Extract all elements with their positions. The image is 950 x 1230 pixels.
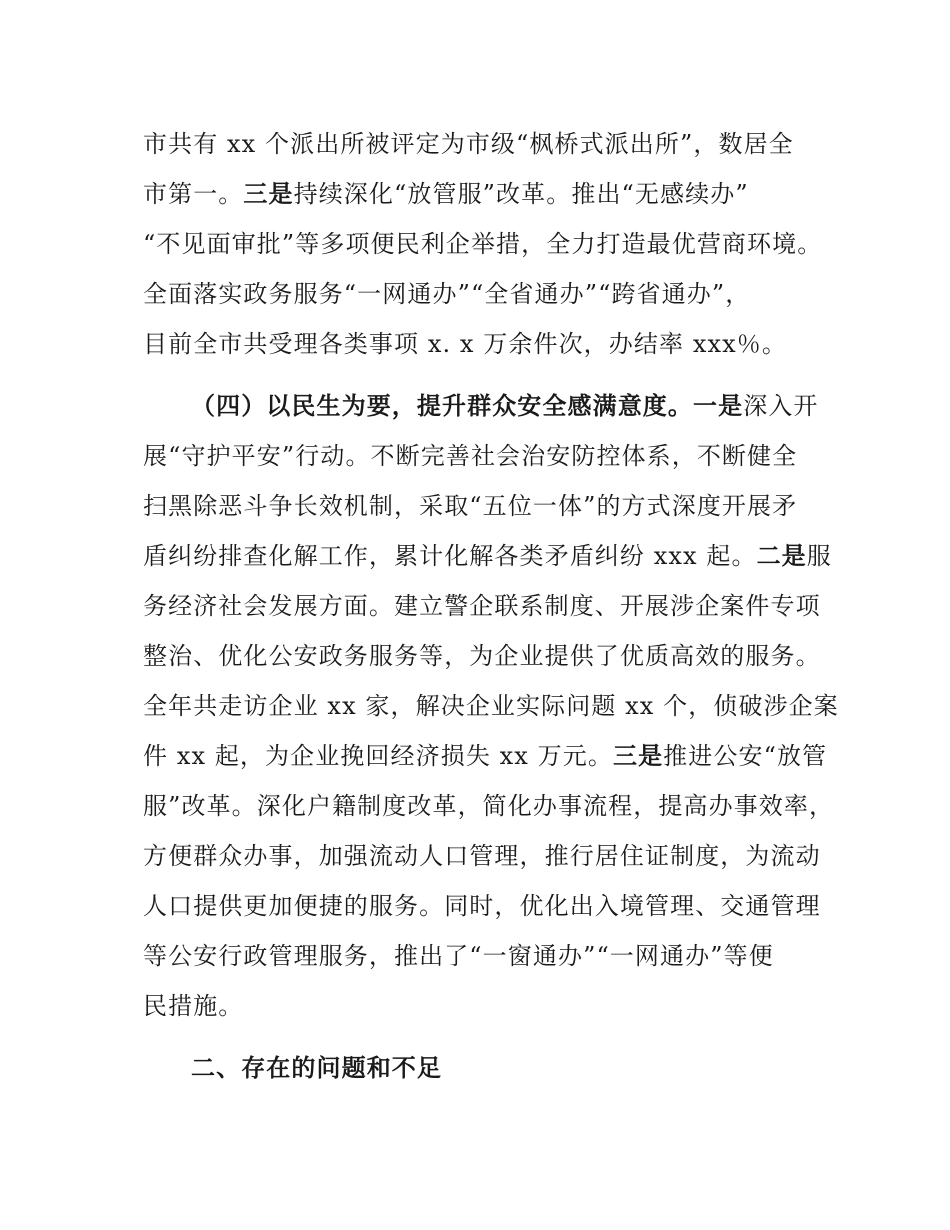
text-line: 扫黑除恶斗争长效机制，采取“五位一体”的方式深度开展矛 bbox=[143, 492, 798, 520]
emphasis-run: 三是 bbox=[612, 742, 664, 770]
text-line: 民措施。 bbox=[143, 992, 244, 1020]
text-line bbox=[191, 390, 819, 422]
text-line: 全年共走访企业 xx 家，解决企业实际问题 xx 个，侦破涉企案 bbox=[143, 692, 839, 720]
text-run: 市第一。 bbox=[143, 180, 244, 208]
text-line: 整治、优化公安政务服务等，为企业提供了优质高效的服务。 bbox=[143, 642, 821, 670]
text-line: 展“守护平安”行动。不断完善社会治安防控体系，不断健全 bbox=[143, 442, 798, 470]
text-line: 人口提供更加便捷的服务。同时，优化出入境管理、交通管理 bbox=[143, 892, 821, 920]
text-line: 市共有 xx 个派出所被评定为市级“枫桥式派出所”，数居全 bbox=[143, 130, 794, 158]
text-line: 等公安行政管理服务，推出了“一窗通办”“一网通办”等便 bbox=[143, 942, 774, 970]
text-line bbox=[143, 540, 832, 572]
text-run: 推进公安“放管 bbox=[663, 742, 828, 770]
text-run: 件 xx 起，为企业挽回经济损失 xx 万元。 bbox=[143, 742, 613, 770]
text-run: 持续深化“放管服”改革。推出“无感续办” bbox=[293, 180, 749, 208]
text-line: 目前全市共受理各类事项 x. x 万余件次，办结率 xxx％。 bbox=[143, 330, 787, 358]
text-line bbox=[143, 740, 827, 772]
section-heading-run: （四）以民生为要，提升群众安全感满意度。一是 bbox=[191, 392, 744, 420]
emphasis-run: 二是 bbox=[756, 542, 807, 570]
emphasis-run: 三是 bbox=[243, 180, 294, 208]
text-run: 深入开 bbox=[743, 392, 819, 420]
text-line bbox=[143, 178, 749, 210]
text-line: “不见面审批”等多项便民利企举措，全力打造最优营商环境。 bbox=[143, 230, 823, 258]
text-run: 服 bbox=[806, 542, 832, 570]
text-line: 服”改革。深化户籍制度改革，简化办事流程，提高办事效率， bbox=[143, 792, 835, 820]
text-line: 方便群众办事，加强流动人口管理，推行居住证制度，为流动 bbox=[143, 842, 821, 870]
text-line: 全面落实政务服务“一网通办”“全省通办”“跨省通办”， bbox=[143, 280, 751, 308]
section-title: 二、存在的问题和不足 bbox=[191, 1054, 442, 1082]
text-line: 务经济社会发展方面。建立警企联系制度、开展涉企案件专项 bbox=[143, 592, 821, 620]
text-run: 盾纠纷排查化解工作，累计化解各类矛盾纠纷 xxx 起。 bbox=[143, 542, 757, 570]
